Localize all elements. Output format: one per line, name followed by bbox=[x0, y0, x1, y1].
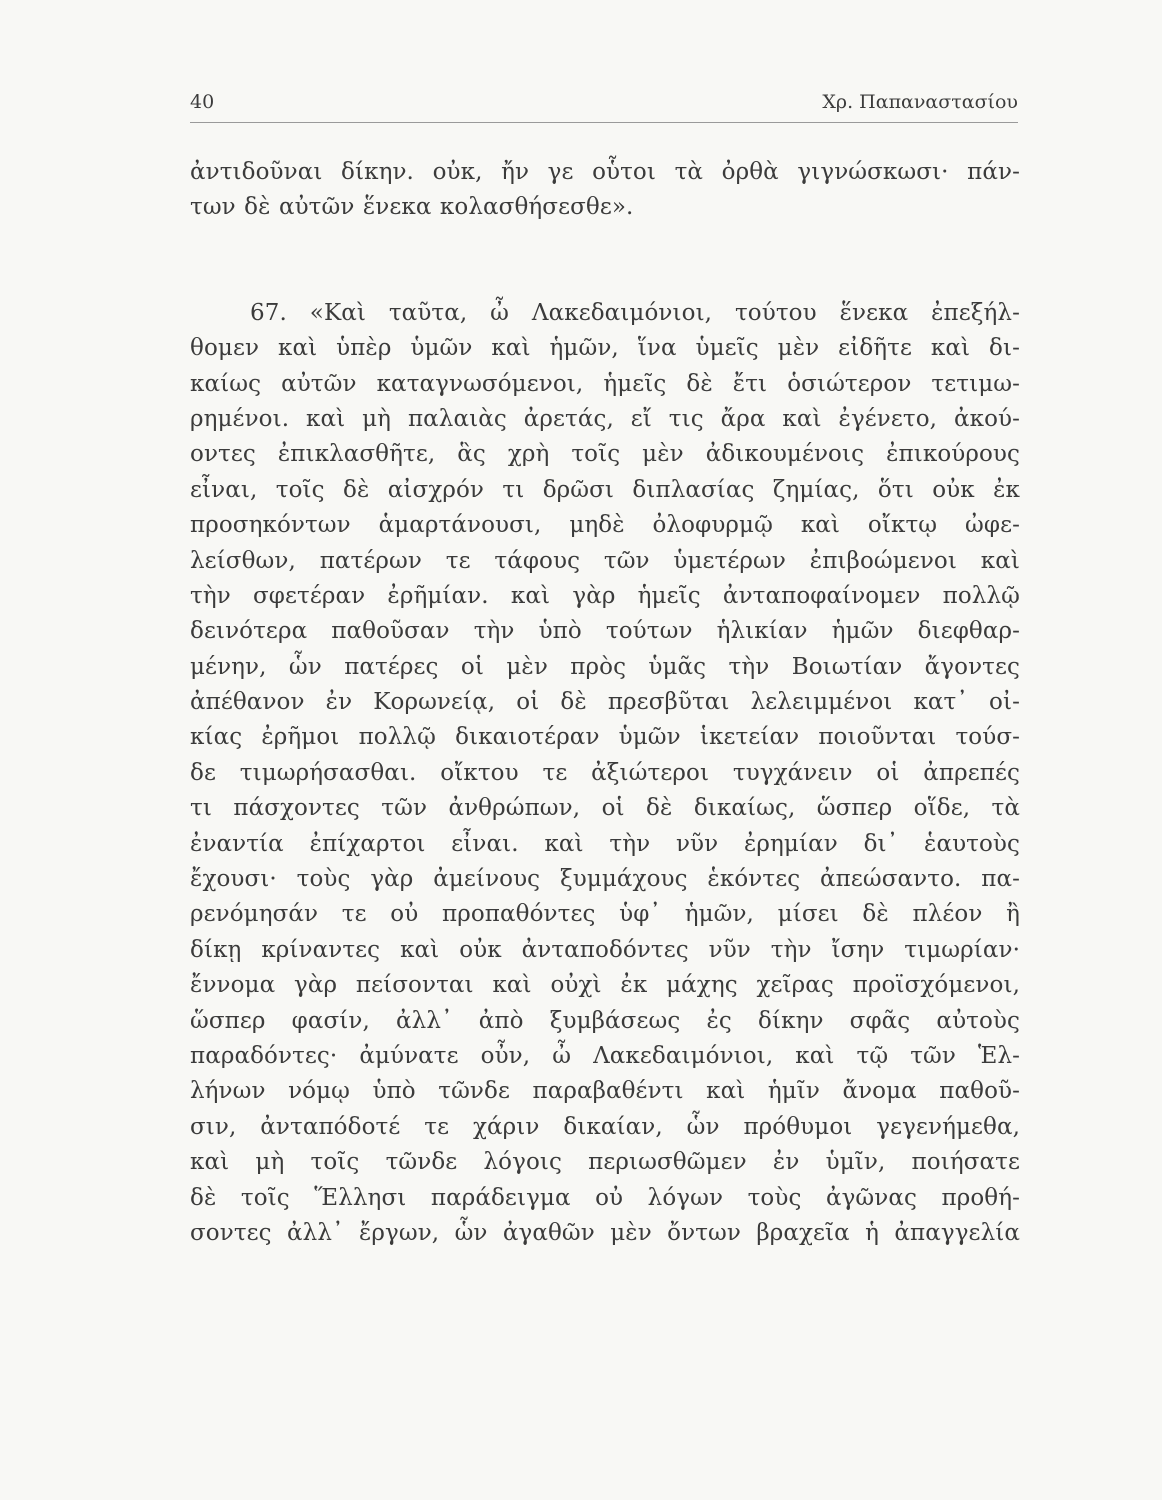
text-line: θομεν καὶ ὑπὲρ ὑμῶν καὶ ἡμῶν, ἵνα ὑμεῖς μὲν εἰδῆτε καὶ δι- bbox=[190, 335, 1020, 362]
body-text bbox=[190, 155, 1020, 1251]
text-line: ἐναντία ἐπίχαρτοι εἶναι. καὶ τὴν νῦν ἐρημίαν δι᾽ ἑαυτοὺς bbox=[190, 830, 1020, 857]
running-head-author: Χρ. Παπαναστασίου bbox=[822, 91, 1018, 113]
text-line: οντες ἐπικλασθῆτε, ἃς χρὴ τοῖς μὲν ἀδικουμένοις ἐπικούρους bbox=[190, 441, 1020, 468]
text-line: λήνων νόμῳ ὑπὸ τῶνδε παραβαθέντι καὶ ἡμῖν ἄνομα παθοῦ- bbox=[190, 1078, 1020, 1105]
text-line: κίας ἐρῆμοι πολλῷ δικαιοτέραν ὑμῶν ἱκετείαν ποιοῦνται τούσ- bbox=[190, 724, 1020, 751]
text-line: σιν, ἀνταπόδοτέ τε χάριν δικαίαν, ὧν πρόθυμοι γεγενήμεθα, bbox=[190, 1113, 1020, 1140]
text-line: μένην, ὧν πατέρες οἱ μὲν πρὸς ὑμᾶς τὴν Βοιωτίαν ἄγοντες bbox=[190, 653, 1020, 680]
header-rule bbox=[190, 122, 1018, 123]
text-line: σοντες ἀλλ᾽ ἔργων, ὧν ἀγαθῶν μὲν ὄντων βραχεῖα ἡ ἀπαγγελία bbox=[190, 1219, 1020, 1246]
text-line: εἶναι, τοῖς δὲ αἰσχρόν τι δρῶσι διπλασίας ζημίας, ὅτι οὐκ ἐκ bbox=[190, 476, 1020, 503]
text-line: δίκῃ κρίναντες καὶ οὐκ ἀνταποδόντες νῦν τὴν ἴσην τιμωρίαν· bbox=[190, 936, 1020, 963]
text-line: καίως αὐτῶν καταγνωσόμενοι, ἡμεῖς δὲ ἔτι ὁσιώτερον τετιμω- bbox=[190, 370, 1020, 397]
running-head bbox=[190, 88, 1018, 118]
text-line: ρημένοι. καὶ μὴ παλαιὰς ἀρετάς, εἴ τις ἄρα καὶ ἐγένετο, ἀκού- bbox=[190, 405, 1020, 432]
text-line: παραδόντες· ἀμύνατε οὖν, ὦ Λακεδαιμόνιοι, καὶ τῷ τῶν Ἑλ- bbox=[190, 1042, 1020, 1069]
text-line: τὴν σφετέραν ἐρῆμίαν. καὶ γὰρ ἡμεῖς ἀνταποφαίνομεν πολλῷ bbox=[190, 582, 1020, 609]
text-line: δὲ τοῖς Ἕλλησι παράδειγμα οὐ λόγων τοὺς ἀγῶνας προθή- bbox=[190, 1184, 1020, 1211]
text-line: καὶ μὴ τοῖς τῶνδε λόγοις περιωσθῶμεν ἐν ὑμῖν, ποιήσατε bbox=[190, 1149, 1020, 1176]
text-line: ἀντιδοῦναι δίκην. οὐκ, ἤν γε οὗτοι τὰ ὀρθὰ γιγνώσκωσι· πάν- bbox=[190, 159, 1020, 185]
text-line: ἀπέθανον ἐν Κορωνείᾳ, οἱ δὲ πρεσβῦται λελειμμένοι κατ᾽ οἰ- bbox=[190, 689, 1020, 716]
text-line: τι πάσχοντες τῶν ἀνθρώπων, οἱ δὲ δικαίως, ὥσπερ οἵδε, τὰ bbox=[190, 795, 1020, 822]
page-number: 40 bbox=[190, 91, 215, 113]
text-line: των δὲ αὐτῶν ἕνεκα κολασθήσεσθε». bbox=[190, 194, 634, 221]
paragraph-first-line: 67. «Καὶ ταῦτα, ὦ Λακεδαιμόνιοι, τούτου ἕνεκα ἐπεξήλ- bbox=[250, 299, 1020, 326]
text-line: ἔννομα γὰρ πείσονται καὶ οὐχὶ ἐκ μάχης χεῖρας προϊσχόμενοι, bbox=[190, 972, 1020, 999]
text-line: ἔχουσι· τοὺς γὰρ ἀμείνους ξυμμάχους ἑκόντες ἀπεώσαντο. πα- bbox=[190, 866, 1020, 893]
text-line: δε τιμωρήσασθαι. οἴκτου τε ἀξιώτεροι τυγχάνειν οἱ ἀπρεπές bbox=[190, 759, 1020, 786]
text-line: λείσθων, πατέρων τε τάφους τῶν ὑμετέρων ἐπιβοώμενοι καὶ bbox=[190, 547, 1020, 574]
text-line: ρενόμησάν τε οὐ προπαθόντες ὑφ᾽ ἡμῶν, μίσει δὲ πλέον ἢ bbox=[190, 901, 1020, 928]
paragraph-gap bbox=[190, 226, 1020, 296]
text-line: προσηκόντων ἁμαρτάνουσι, μηδὲ ὀλοφυρμῷ καὶ οἴκτῳ ὠφε- bbox=[190, 512, 1020, 539]
text-line: ὥσπερ φασίν, ἀλλ᾽ ἀπὸ ξυμβάσεως ἐς δίκην σφᾶς αὐτοὺς bbox=[190, 1007, 1020, 1034]
text-line: δεινότερα παθοῦσαν τὴν ὑπὸ τούτων ἡλικίαν ἡμῶν διεφθαρ- bbox=[190, 618, 1020, 645]
